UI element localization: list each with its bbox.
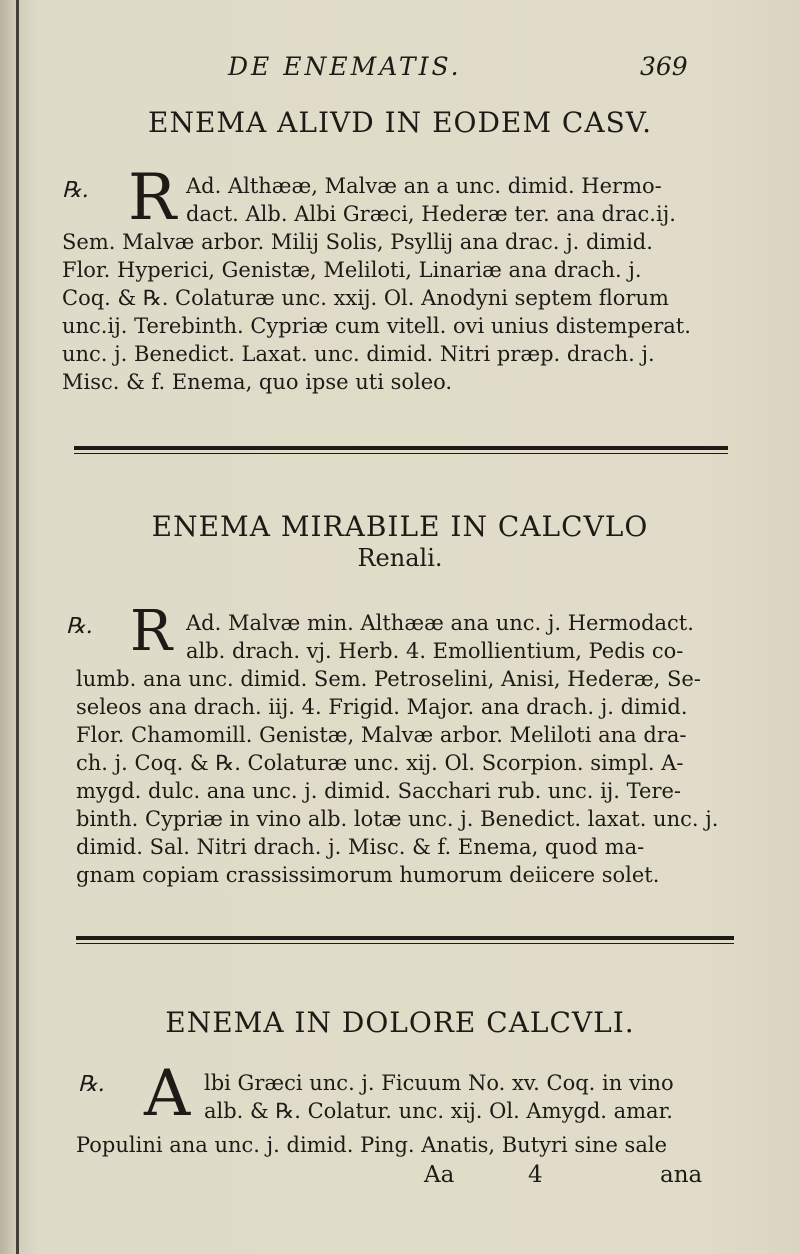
text-line: seleos ana drach. iij. 4. Frigid. Major. ana drach. j. dimid. (76, 695, 688, 719)
text-line: unc.ij. Terebinth. Cypriæ cum vitell. ovi unius distemperat. (62, 314, 691, 338)
drop-cap: R (128, 161, 177, 235)
drop-cap: A (144, 1057, 191, 1131)
text-line: Flor. Chamomill. Genistæ, Malvæ arbor. Meliloti ana dra- (76, 723, 687, 747)
text-line: dimid. Sal. Nitri drach. j. Misc. & f. Enema, quod ma- (76, 835, 645, 859)
section-subtitle: Renali. (357, 544, 443, 572)
section-title: ENEMA MIRABILE IN CALCVLO (151, 510, 649, 543)
text-line: dact. Alb. Albi Græci, Hederæ ter. ana drac.ij. (186, 202, 676, 226)
catchword: ana (660, 1162, 703, 1188)
text-line: unc. j. Benedict. Laxat. unc. dimid. Nitri præp. drach. j. (62, 342, 655, 366)
text-line: Ad. Malvæ min. Althææ ana unc. j. Hermodact. (186, 611, 694, 635)
text-line: gnam copiam crassissimorum humorum deiicere solet. (76, 863, 660, 887)
section-title: ENEMA ALIVD IN EODEM CASV. (148, 106, 652, 139)
text-line: Sem. Malvæ arbor. Milij Solis, Psyllij ana drac. j. dimid. (62, 230, 653, 254)
text-line: Populini ana unc. j. dimid. Ping. Anatis, Butyri sine sale (76, 1133, 667, 1157)
text-line: lbi Græci unc. j. Ficuum No. xv. Coq. in vino (204, 1071, 674, 1095)
text-line: Coq. & ℞. Colaturæ unc. xxij. Ol. Anodyni septem florum (62, 286, 669, 310)
running-head-title: DE ENEMATIS. (228, 52, 462, 81)
text-line: ch. j. Coq. & ℞. Colaturæ unc. xij. Ol. Scorpion. simpl. A- (76, 751, 684, 775)
binding-gutter (16, 0, 19, 1254)
section-divider (76, 936, 734, 940)
page-number: 369 (640, 52, 688, 81)
section-divider (74, 446, 728, 450)
recipe-symbol: ℞. (66, 614, 93, 639)
text-line: alb. & ℞. Colatur. unc. xij. Ol. Amygd. amar. (204, 1099, 673, 1123)
drop-cap: R (130, 599, 173, 664)
signature-mark: Aa (424, 1162, 455, 1188)
text-line: Misc. & f. Enema, quo ipse uti soleo. (62, 370, 453, 394)
section-title: ENEMA IN DOLORE CALCVLI. (165, 1006, 635, 1039)
section-divider-thin (74, 453, 728, 454)
text-line: Flor. Hyperici, Genistæ, Meliloti, Linariæ ana drach. j. (62, 258, 642, 282)
text-line: lumb. ana unc. dimid. Sem. Petroselini, Anisi, Hederæ, Se- (76, 667, 701, 691)
recipe-symbol: ℞. (78, 1072, 105, 1097)
running-head (0, 52, 800, 92)
signature-number: 4 (528, 1162, 543, 1188)
text-line: mygd. dulc. ana unc. j. dimid. Sacchari rub. unc. ij. Tere- (76, 779, 682, 803)
text-line: binth. Cypriæ in vino alb. lotæ unc. j. Benedict. laxat. unc. j. (76, 807, 719, 831)
text-line: alb. drach. vj. Herb. 4. Emollientium, Pedis co- (186, 639, 684, 663)
text-line: Ad. Althææ, Malvæ an a unc. dimid. Hermo- (186, 174, 662, 198)
section-divider-thin (76, 943, 734, 944)
recipe-symbol: ℞. (62, 178, 89, 203)
